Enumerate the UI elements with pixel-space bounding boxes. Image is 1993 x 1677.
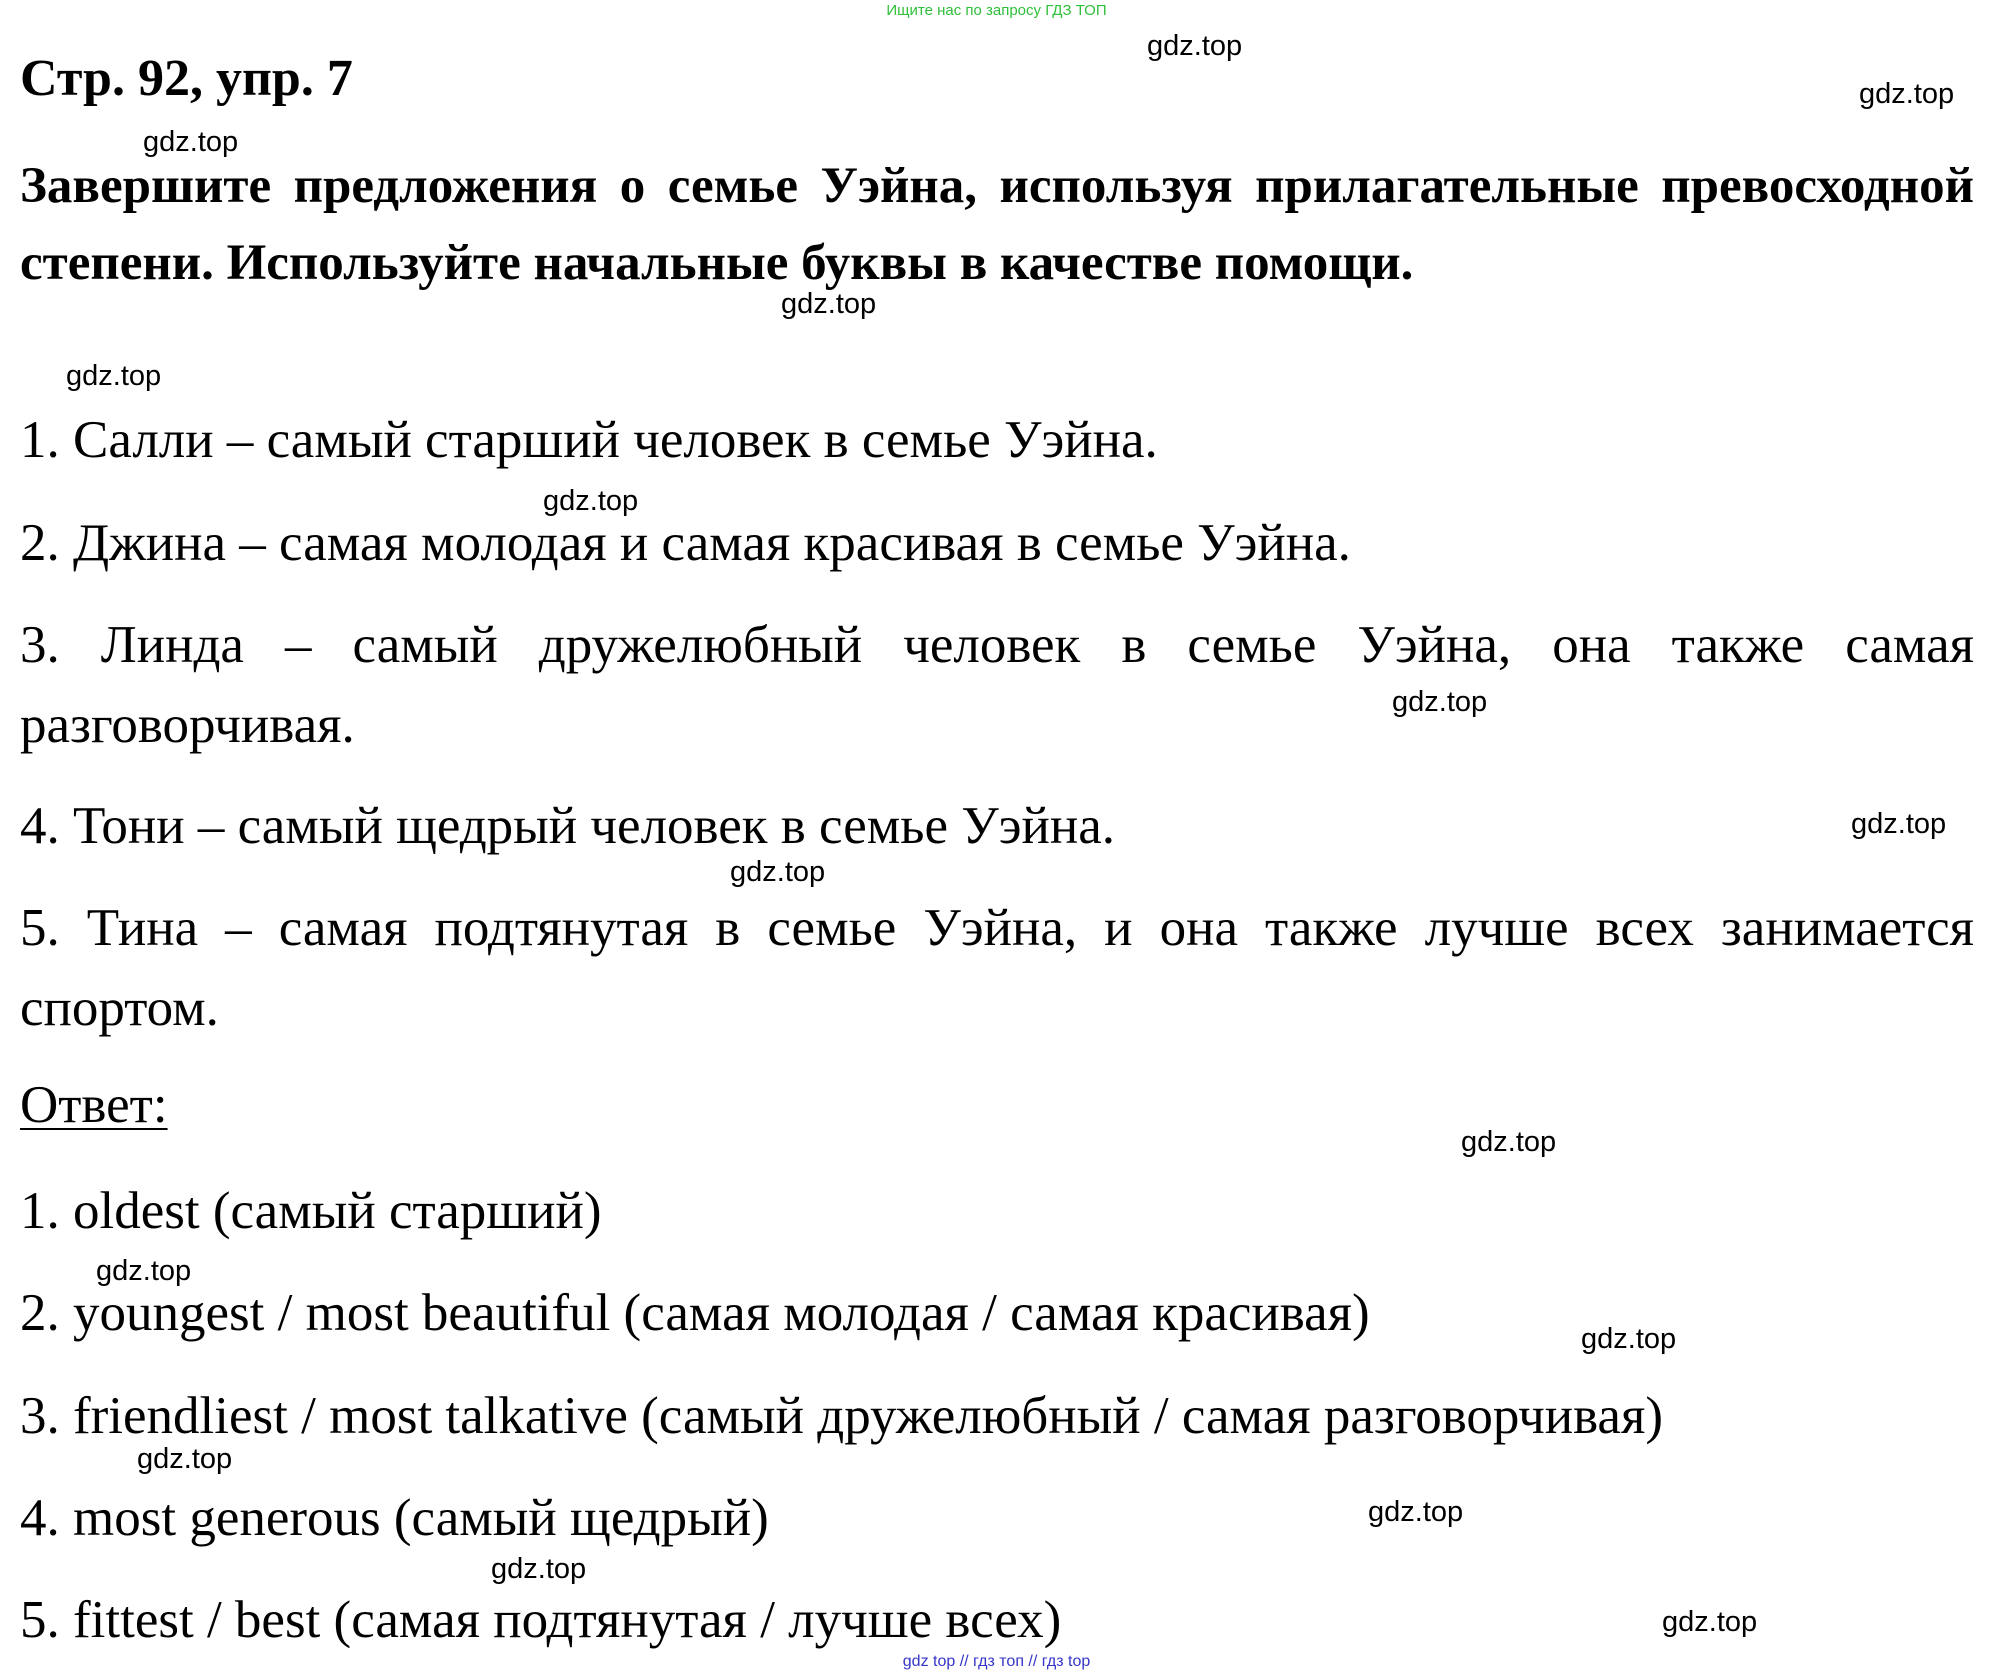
exercise-instruction: Завершите предложения о семье Уэйна, используя прилагательные превосходной степени. Используйте начальные буквы в качестве помощи. [20, 158, 1974, 291]
watermark: gdz.top [1147, 30, 1243, 62]
question-3: 3. Линда – самый дружелюбный человек в семье Уэйна, она также самая разговорчивая. [20, 616, 1974, 754]
question-5: 5. Тина – самая подтянутая в семье Уэйна, и она также лучше всех занимается спортом. [20, 899, 1974, 1037]
watermark: gdz.top [1859, 78, 1955, 110]
question-4: 4. Тони – самый щедрый человек в семье Уэйна. [20, 797, 1115, 855]
watermark: gdz.top [1461, 1126, 1557, 1158]
watermark: gdz.top [1662, 1606, 1758, 1638]
answer-1: 1. oldest (самый старший) [20, 1182, 602, 1240]
watermark: gdz.top [1368, 1496, 1464, 1528]
top-banner: Ищите нас по запросу ГДЗ ТОП [886, 2, 1107, 19]
answer-2: 2. youngest / most beautiful (самая молодая / самая красивая) [20, 1284, 1370, 1342]
watermark: gdz.top [1581, 1323, 1677, 1355]
watermark: gdz.top [1392, 686, 1488, 718]
bottom-banner: gdz top // гдз топ // гдз top [902, 1653, 1091, 1670]
watermark: gdz.top [730, 856, 826, 888]
watermark: gdz.top [491, 1553, 587, 1585]
answer-4: 4. most generous (самый щедрый) [20, 1489, 769, 1547]
watermark: gdz.top [96, 1255, 192, 1287]
question-1: 1. Салли – самый старший человек в семье Уэйна. [20, 411, 1158, 469]
page-title: Стр. 92, упр. 7 [20, 50, 353, 107]
answer-3: 3. friendliest / most talkative (самый дружелюбный / самая разговорчивая) [20, 1387, 1663, 1445]
watermark: gdz.top [781, 288, 877, 320]
watermark: gdz.top [1851, 808, 1947, 840]
watermark: gdz.top [143, 126, 239, 158]
answer-heading: Ответ: [20, 1076, 168, 1134]
answer-5: 5. fittest / best (самая подтянутая / лучше всех) [20, 1591, 1062, 1649]
watermark: gdz.top [66, 360, 162, 392]
question-2: 2. Джина – самая молодая и самая красивая в семье Уэйна. [20, 514, 1351, 572]
watermark: gdz.top [543, 485, 639, 517]
watermark: gdz.top [137, 1443, 233, 1475]
